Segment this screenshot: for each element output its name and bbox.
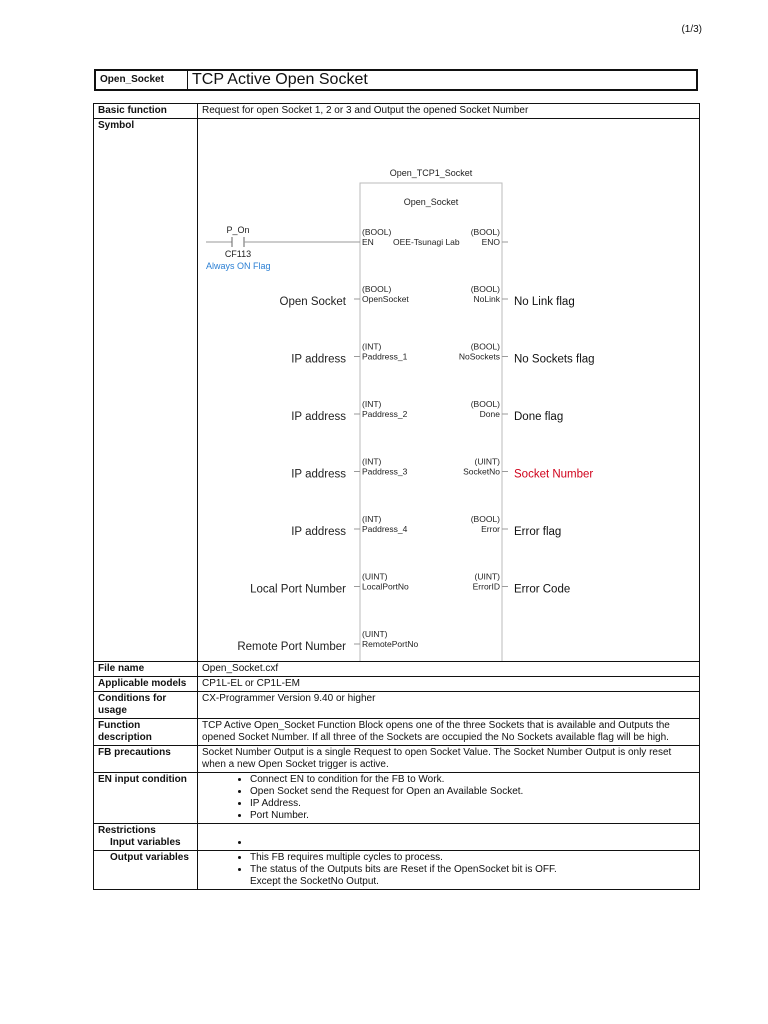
output-type: (BOOL): [470, 341, 500, 352]
label-fb-precautions: FB precautions: [94, 746, 198, 773]
input-type: (UINT): [362, 629, 388, 639]
output-label: Socket Number: [514, 468, 594, 481]
value-conditions: CX-Programmer Version 9.40 or higher: [198, 692, 700, 719]
label-output-variables: Output variables: [94, 851, 198, 890]
input-type: (INT): [362, 514, 382, 524]
input-label: Remote Port Number: [237, 641, 346, 653]
label-symbol: Symbol: [94, 119, 198, 662]
output-name: Error: [481, 524, 500, 534]
list-item: • Connect EN to condition for the FB to Work.: [250, 774, 695, 786]
output-type: (UINT): [474, 571, 500, 582]
input-label: IP address: [291, 526, 346, 538]
input-name: LocalPortNo: [362, 581, 409, 592]
output-type: (UINT): [474, 456, 500, 467]
page-title: TCP Active Open Socket: [192, 71, 368, 88]
contact-address: CF113: [224, 249, 252, 259]
input-type: (UINT): [362, 571, 388, 582]
label-function-description: Function description: [94, 719, 198, 746]
row-applicable-models: [94, 677, 700, 692]
output-name: Done: [479, 409, 500, 419]
input-type: (INT): [362, 399, 382, 409]
output-variables-list: [202, 852, 695, 876]
output-name: SocketNo: [463, 466, 500, 477]
list-item: • IP Address.: [250, 798, 695, 810]
row-function-description: [94, 719, 700, 746]
output-label: Error Code: [514, 583, 571, 596]
output-continuation: Except the SocketNo Output.: [250, 876, 379, 887]
page-number: (1/3): [681, 24, 702, 35]
contact-name: P_On: [226, 225, 250, 235]
output-type: (BOOL): [470, 399, 500, 409]
output-name: ErrorID: [472, 581, 500, 592]
en-input-list: [202, 774, 695, 822]
eno-type: (BOOL): [470, 227, 500, 237]
input-name: Paddress_2: [362, 409, 408, 419]
input-label: IP address: [291, 468, 346, 481]
label-applicable-models: Applicable models: [94, 677, 198, 692]
value-fb-precautions: Socket Number Output is a single Request to open Socket Value. The Socket Number Output is only reset when a new Open Socket trigger is active.: [198, 746, 700, 773]
en-name: EN: [362, 237, 374, 247]
function-block-symbol: [198, 119, 712, 661]
input-name: OpenSocket: [362, 294, 409, 304]
value-input-variables: [198, 824, 700, 851]
output-label: Done flag: [514, 411, 564, 423]
title-box: [94, 69, 698, 91]
label-en-input: EN input condition: [94, 773, 198, 824]
input-name: Paddress_1: [362, 351, 408, 362]
output-type: (BOOL): [470, 284, 500, 294]
label-file-name: File name: [94, 662, 198, 677]
input-variables-list: [202, 837, 695, 849]
value-file-name: Open_Socket.cxf: [198, 662, 700, 677]
list-item: [250, 837, 695, 849]
row-file-name: [94, 662, 700, 677]
input-label: Local Port Number: [250, 583, 346, 596]
input-name: Paddress_4: [362, 524, 408, 534]
output-label: No Sockets flag: [514, 353, 595, 366]
value-output-variables: [198, 851, 700, 890]
label-conditions: Conditions for usage: [94, 692, 198, 719]
row-conditions: [94, 692, 700, 719]
value-en-input: [198, 773, 700, 824]
label-basic-function: Basic function: [94, 104, 198, 119]
output-type: (BOOL): [470, 514, 500, 524]
output-label: Error flag: [514, 526, 562, 538]
input-label: Open Socket: [279, 296, 346, 308]
label-input-variables: Input variables: [110, 837, 181, 848]
output-label: No Link flag: [514, 296, 575, 308]
symbol-diagram-cell: [198, 119, 700, 662]
contact-comment: Always ON Flag: [206, 261, 271, 271]
value-basic-function: Request for open Socket 1, 2 or 3 and Output the opened Socket Number: [198, 104, 700, 119]
input-label: IP address: [291, 411, 346, 423]
fb-name: Open_Socket: [96, 71, 188, 89]
list-item: • Open Socket send the Request for Open an Available Socket.: [250, 786, 695, 798]
value-applicable-models: CP1L-EL or CP1L-EM: [198, 677, 700, 692]
label-restrictions-title: Restrictions: [98, 825, 156, 836]
input-label: IP address: [291, 353, 346, 366]
row-symbol: [94, 119, 700, 662]
row-basic-function: [94, 104, 700, 119]
label-restrictions: [94, 824, 198, 851]
spec-table: [93, 103, 700, 890]
row-restrictions-input: [94, 824, 700, 851]
input-name: RemotePortNo: [362, 639, 419, 649]
row-restrictions-output: [94, 851, 700, 890]
input-type: (BOOL): [362, 284, 392, 294]
row-en-input: [94, 773, 700, 824]
row-fb-precautions: [94, 746, 700, 773]
fb-type-name: Open_Socket: [403, 197, 459, 207]
list-item: • The status of the Outputs bits are Reset if the OpenSocket bit is OFF.: [250, 864, 695, 876]
fb-center-label: OEE-Tsunagi Lab: [393, 237, 460, 247]
eno-name: ENO: [481, 237, 500, 247]
input-type: (INT): [362, 341, 382, 352]
input-type: (INT): [362, 456, 382, 467]
output-name: NoLink: [473, 294, 500, 304]
input-name: Paddress_3: [362, 466, 408, 477]
fb-instance-name: Open_TCP1_Socket: [389, 168, 473, 178]
list-item: • Port Number.: [250, 810, 695, 822]
output-name: NoSockets: [458, 351, 500, 362]
en-type: (BOOL): [362, 227, 392, 237]
value-function-description: TCP Active Open_Socket Function Block opens one of the three Sockets that is available and Outputs the opened Socket Number. If all three of the Sockets are occupied the No Sockets available flag will be high.: [198, 719, 700, 746]
list-item: • This FB requires multiple cycles to process.: [250, 852, 695, 864]
